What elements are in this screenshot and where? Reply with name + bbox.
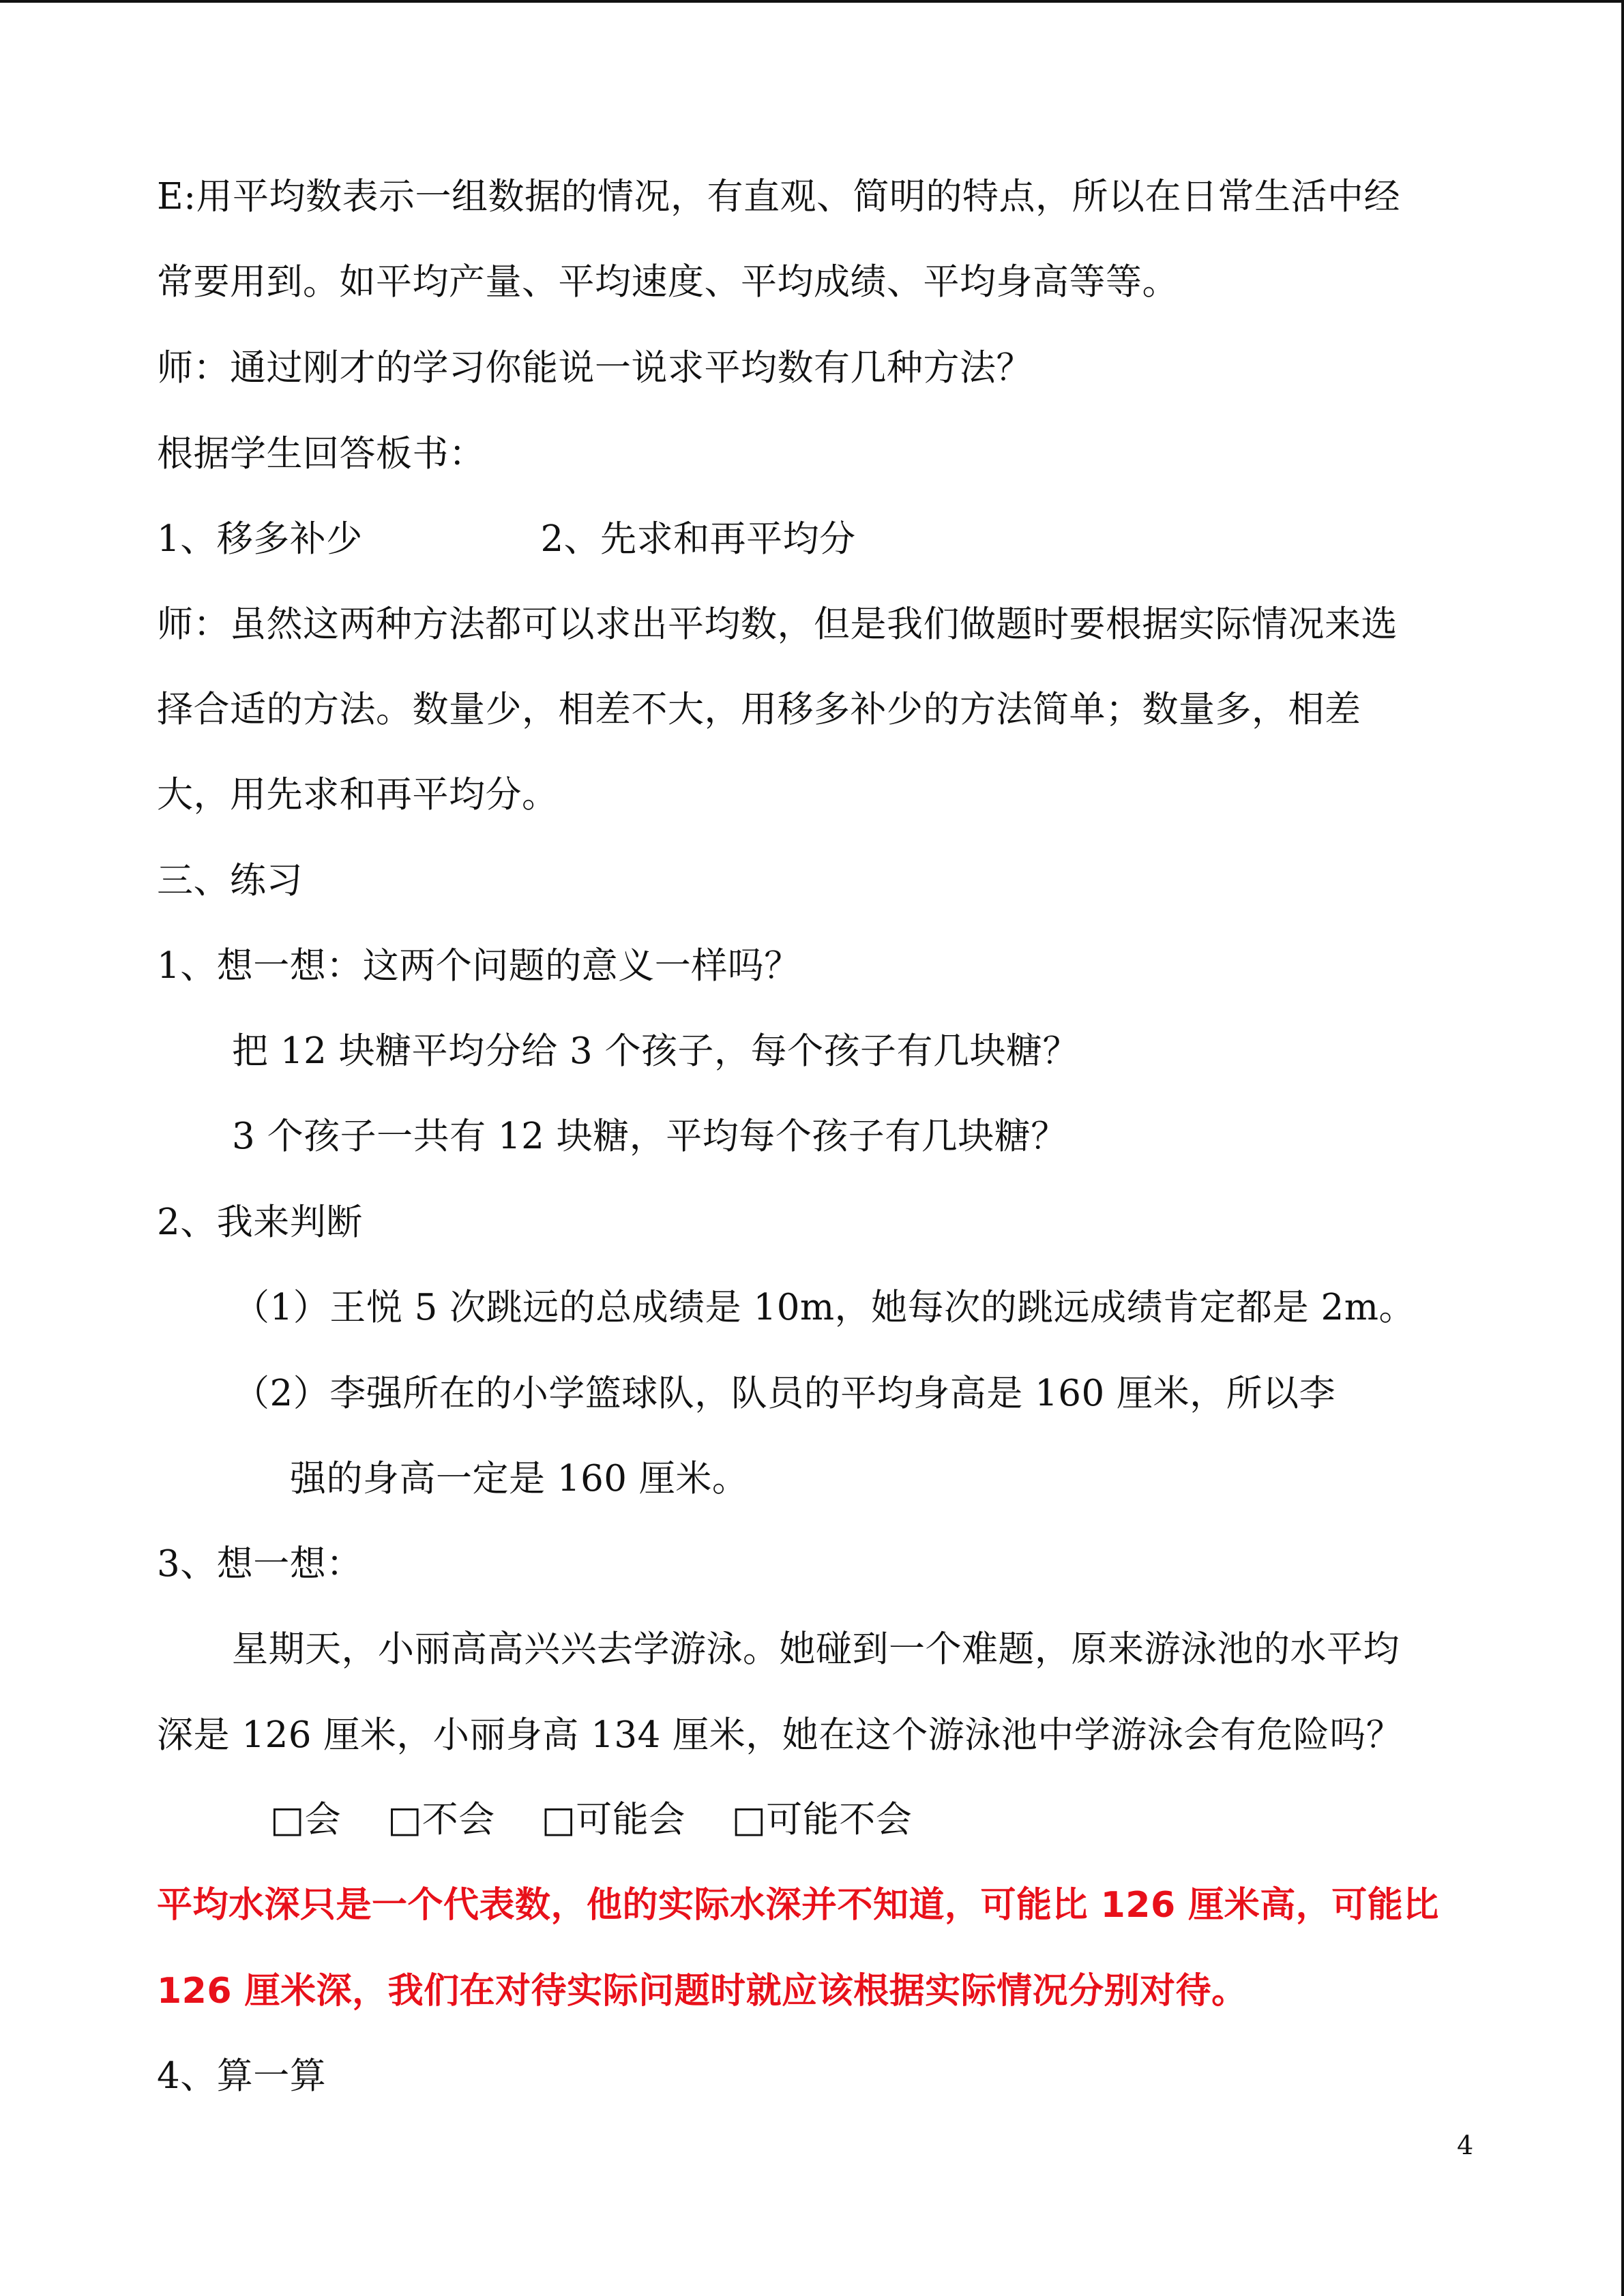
text-line: 择合适的方法。数量少，相差不大，用移多补少的方法简单；数量多，相差 bbox=[157, 689, 1361, 730]
text-line: 深是 126 厘米，小丽身高 134 厘米，她在这个游泳池中学游泳会有危险吗？ bbox=[157, 1714, 1403, 1756]
method-2: 2、先求和再平均分 bbox=[540, 518, 856, 560]
text-line: 强的身高一定是 160 厘米。 bbox=[290, 1458, 749, 1500]
text-line: 星期天，小丽高高兴兴去学游泳。她碰到一个难题，原来游泳池的水平均 bbox=[232, 1628, 1400, 1670]
answer-text: 平均水深只是一个代表数，他的实际水深并不知道，可能比 126 厘米高，可能比 bbox=[157, 1885, 1439, 1926]
top-border bbox=[0, 0, 1624, 3]
text-line: 3 个孩子一共有 12 块糖，平均每个孩子有几块糖？ bbox=[232, 1116, 1067, 1157]
text-line: 根据学生回答板书： bbox=[157, 433, 486, 475]
method-1: 1、移多补少 bbox=[157, 518, 363, 560]
text-line: 大，用先求和再平均分。 bbox=[157, 774, 559, 816]
right-border bbox=[1621, 0, 1624, 2296]
text-line: 3、想一想： bbox=[157, 1543, 363, 1585]
text-line: 4、算一算 bbox=[157, 2055, 327, 2097]
text-line: 师：通过刚才的学习你能说一说求平均数有几种方法？ bbox=[157, 347, 1033, 389]
section-heading: 三、练习 bbox=[157, 860, 303, 901]
choice-maybe[interactable]: □可能会 bbox=[541, 1799, 685, 1840]
text-line: 常要用到。如平均产量、平均速度、平均成绩、平均身高等等。 bbox=[157, 261, 1179, 303]
text-line: E:用平均数表示一组数据的情况，有直观、简明的特点，所以在日常生活中经 bbox=[157, 176, 1401, 218]
page-number: 4 bbox=[1457, 2130, 1474, 2160]
choice-maybe-not[interactable]: □可能不会 bbox=[731, 1799, 913, 1840]
answer-text: 126 厘米深，我们在对待实际问题时就应该根据实际情况分别对待。 bbox=[157, 1971, 1247, 2012]
choice-yes[interactable]: □会 bbox=[270, 1799, 342, 1840]
text-line: 把 12 块糖平均分给 3 个孩子，每个孩子有几块糖？ bbox=[232, 1030, 1080, 1072]
text-line: （2）李强所在的小学篮球队，队员的平均身高是 160 厘米，所以李 bbox=[233, 1373, 1336, 1414]
choice-options bbox=[270, 1799, 912, 1841]
method-list bbox=[157, 518, 856, 561]
text-line: （1）王悦 5 次跳远的总成绩是 10m，她每次的跳远成绩肯定都是 2m。 bbox=[233, 1287, 1416, 1328]
choice-no[interactable]: □不会 bbox=[387, 1799, 495, 1840]
text-line: 师：虽然这两种方法都可以求出平均数，但是我们做题时要根据实际情况来选 bbox=[157, 603, 1398, 645]
text-line: 2、我来判断 bbox=[157, 1202, 363, 1243]
text-line: 1、想一想：这两个问题的意义一样吗？ bbox=[157, 945, 801, 987]
